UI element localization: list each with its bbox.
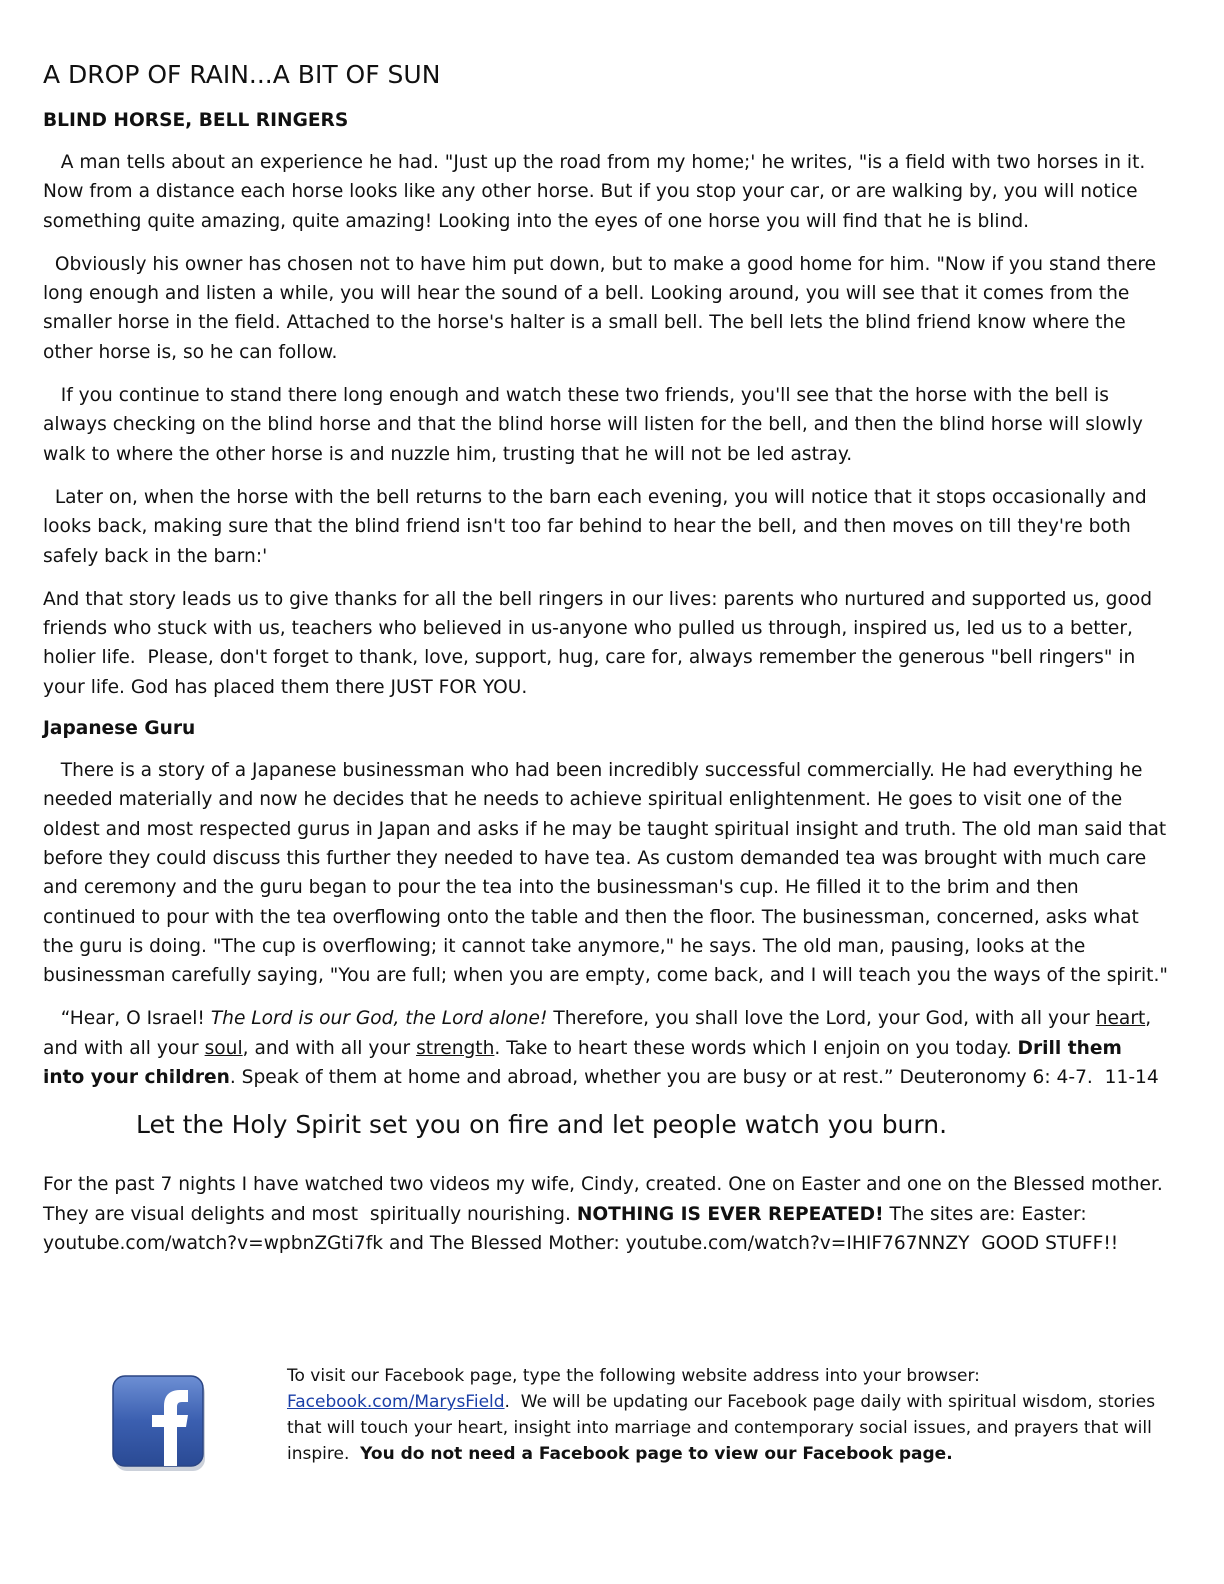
newsletter-page [43,58,1168,1272]
scripture-underline-soul: soul [204,1037,243,1059]
section-heading-blind-horse: BLIND HORSE, BELL RINGERS [43,110,349,131]
page-title: A DROP OF RAIN...A BIT OF SUN [43,60,441,89]
paragraph: And that story leads us to give thanks for all the bell ringers in our lives: parents who nurtured and supported us, good friends who stuck with us, teachers who believed in us-anyone who pulled us through, inspired us, led us to a better, holier life. Please, don't forget to thank, love, support, hug, care for, always remember the generous "bell ringers" in your life. God has placed them there JUST FOR YOU. [43,588,1152,698]
facebook-body: . We will be updating our Facebook page daily with spiritual wisdom, stories that will touch your heart, insight into marriage and contemporary social issues, and prayers that will inspire. [287,1392,1156,1464]
videos-text: The sites are: Easter: youtube.com/watch?v=wpbnZGti7fk and The Blessed Mother: youtube.com/watch?v=IHIF767NNZY GOOD STUFF!! [43,1203,1119,1254]
scripture-bold: Drill them into your children [43,1037,1122,1089]
paragraph: If you continue to stand there long enough and watch these two friends, you'll see that the horse with the bell is always checking on the blind horse and that the blind horse will listen for the bell, and then the blind horse will slowly walk to where the other horse is and nuzzle him, trusting that he will not be led astray. [43,385,1143,465]
scripture-italic: The Lord is our God, the Lord alone! [210,1008,548,1030]
videos-bold: NOTHING IS EVER REPEATED! [576,1203,884,1225]
scripture-text: Therefore, you shall love the Lord, your God, with all your [547,1008,1096,1030]
featured-quote: Let the Holy Spirit set you on fire and let people watch you burn. [136,1110,948,1140]
videos-text: For the past 7 nights I have watched two videos my wife, Cindy, created. One on Easter and one on the Blessed mother. They are visual delights and most spiritually nourishing. [43,1174,1163,1225]
scripture-underline-heart: heart [1095,1008,1146,1030]
scripture-text: . Take to heart these words which I enjoin on you today. [494,1037,1018,1059]
facebook-section [112,1363,1172,1483]
paragraph: A man tells about an experience he had. "Just up the road from my home;' he writes, "is a field with two horses in it. Now from a distance each horse looks like any other horse. But if you stop your car, or are walking by, you will notice something quite amazing, quite amazing! Looking into the eyes of one horse you will find that he is blind. [43,152,1146,232]
paragraph: Later on, when the horse with the bell returns to the barn each evening, you will notice that it stops occasionally and looks back, making sure that the blind friend isn't too far behind to hear the bell, and then moves on till they're both safely back in the barn:' [43,486,1147,567]
scripture-text: “Hear, O Israel! [43,1008,211,1030]
facebook-link[interactable]: Facebook.com/MarysField [287,1392,505,1412]
facebook-bold-note: You do not need a Facebook page to view our Facebook page. [360,1444,953,1464]
scripture-text: , and with all your [43,1008,1152,1059]
section-heading-japanese-guru: Japanese Guru [43,718,196,740]
scripture-text: . Speak of them at home and abroad, whether you are busy or at rest.” Deuteronomy 6: 4-7. 11-14 [229,1067,1159,1089]
facebook-icon[interactable] [112,1375,208,1471]
scripture-underline-strength: strength [416,1037,495,1059]
scripture-text: , and with all your [242,1037,417,1059]
facebook-intro: To visit our Facebook page, type the following website address into your browser: [287,1366,980,1386]
paragraph: There is a story of a Japanese businessman who had been incredibly successful commercially. He had everything he needed materially and now he decides that he needs to achieve spiritual enlightenment. He goes to visit one of the oldest and most respected gurus in Japan and asks if he may be taught spiritual insight and truth. The old man said that before they could discuss this further they needed to have tea. As custom demanded tea was brought with much care and ceremony and the guru began to pour the tea into the businessman's cup. He filled it to the brim and then continued to pour with the tea overflowing onto the table and then the floor. The businessman, concerned, asks what the guru is doing. "The cup is overflowing; it cannot take anymore," he says. The old man, pausing, looks at the businessman carefully saying, "You are full; when you are empty, come back, and I will teach you the ways of the spirit." [43,760,1168,987]
videos-paragraph [43,1170,1168,1258]
scripture-passage [43,1004,1168,1092]
facebook-text [287,1363,1167,1467]
paragraph: Obviously his owner has chosen not to have him put down, but to make a good home for him. "Now if you stand there long enough and listen a while, you will hear the sound of a bell. Looking around, you will see that it comes from the smaller horse in the field. Attached to the horse's halter is a small bell. The bell lets the blind friend know where the other horse is, so he can follow. [43,253,1157,363]
